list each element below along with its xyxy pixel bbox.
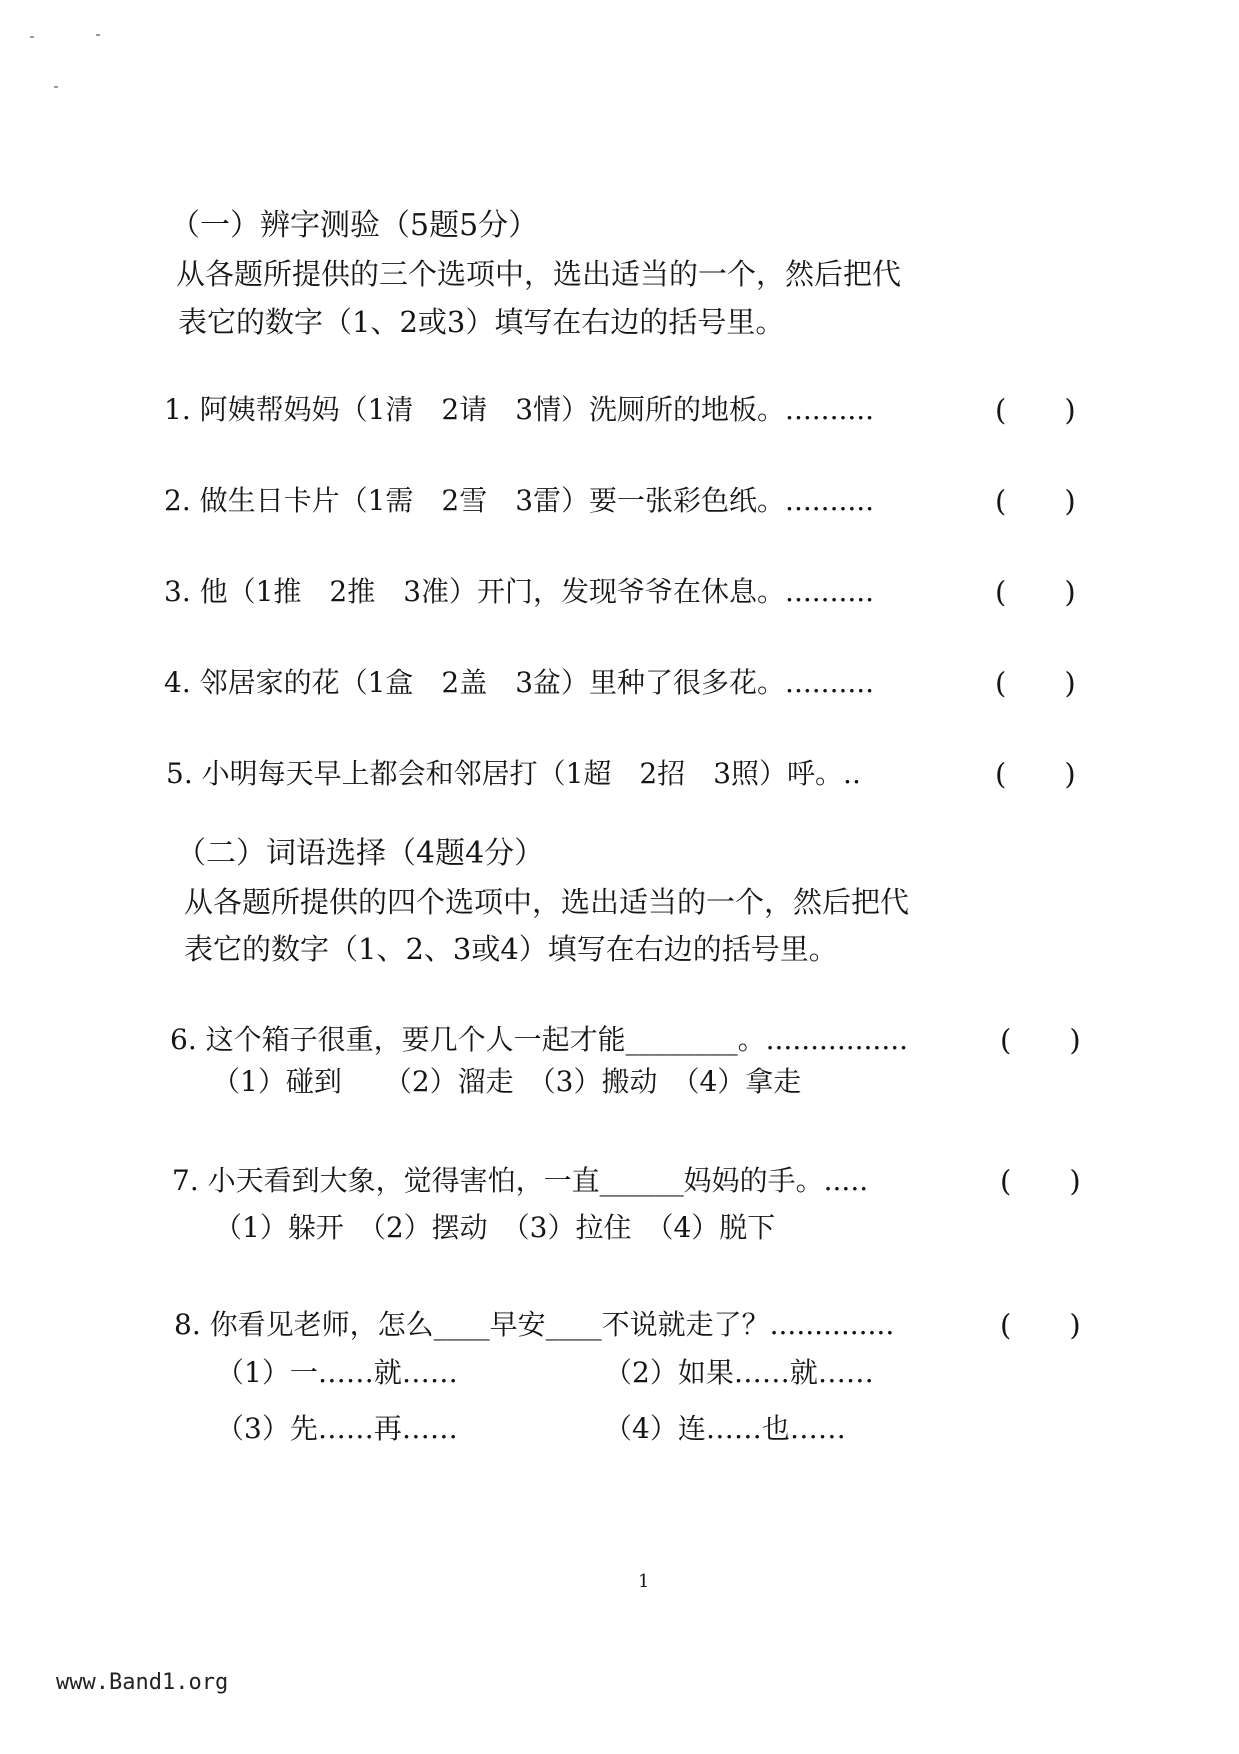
scan-speck <box>96 34 100 36</box>
section1-instruction-line2: 表它的数字（1、2或3）填写在右边的括号里。 <box>178 305 785 339</box>
answer-box-4[interactable]: ( ) <box>995 666 1076 700</box>
question-6-options: （1）碰到 （2）溜走 （3）搬动 （4）拿走 <box>212 1065 802 1098</box>
page-number: 1 <box>638 1571 650 1592</box>
question-8-option-1: （1）一……就…… <box>216 1356 458 1389</box>
section2-instruction-line2: 表它的数字（1、2、3或4）填写在右边的括号里。 <box>184 932 838 966</box>
question-7: 7. 小天看到大象，觉得害怕，一直______妈妈的手。..... <box>172 1164 869 1197</box>
answer-box-2[interactable]: ( ) <box>995 484 1076 518</box>
footer-site-url: www.Band1.org <box>56 1670 229 1695</box>
question-8: 8. 你看见老师，怎么____早安____不说就走了？.............. <box>174 1308 895 1341</box>
question-8-option-2: （2）如果……就…… <box>604 1356 874 1389</box>
answer-box-7[interactable]: ( ) <box>1000 1164 1081 1198</box>
question-2: 2. 做生日卡片（1需 2雪 3雷）要一张彩色纸。.......... <box>164 484 875 517</box>
scan-speck <box>30 36 34 38</box>
question-8-option-3: （3）先……再…… <box>216 1412 458 1445</box>
section2-instruction-line1: 从各题所提供的四个选项中，选出适当的一个，然后把代 <box>184 885 910 919</box>
question-4: 4. 邻居家的花（1盒 2盖 3盆）里种了很多花。.......... <box>164 666 875 699</box>
question-3: 3. 他（1推 2推 3准）开门，发现爷爷在休息。.......... <box>164 575 875 608</box>
answer-box-5[interactable]: ( ) <box>995 757 1076 791</box>
question-1: 1. 阿姨帮妈妈（1清 2请 3情）洗厕所的地板。.......... <box>164 393 875 426</box>
section2-heading: （二）词语选择（4题4分） <box>176 836 545 871</box>
answer-box-8[interactable]: ( ) <box>1000 1308 1081 1342</box>
question-6: 6. 这个箱子很重，要几个人一起才能________。................ <box>170 1023 909 1056</box>
section1-heading: （一）辨字测验（5题5分） <box>170 208 539 243</box>
answer-box-1[interactable]: ( ) <box>995 393 1076 427</box>
question-7-options: （1）躲开 （2）摆动 （3）拉住 （4）脱下 <box>214 1211 776 1244</box>
answer-box-6[interactable]: ( ) <box>1000 1023 1081 1057</box>
answer-box-3[interactable]: ( ) <box>995 575 1076 609</box>
question-5: 5. 小明每天早上都会和邻居打（1超 2招 3照）呼。.. <box>166 757 861 790</box>
question-8-option-4: （4）连……也…… <box>604 1412 846 1445</box>
scan-speck <box>54 86 58 88</box>
section1-instruction-line1: 从各题所提供的三个选项中，选出适当的一个，然后把代 <box>176 257 902 291</box>
